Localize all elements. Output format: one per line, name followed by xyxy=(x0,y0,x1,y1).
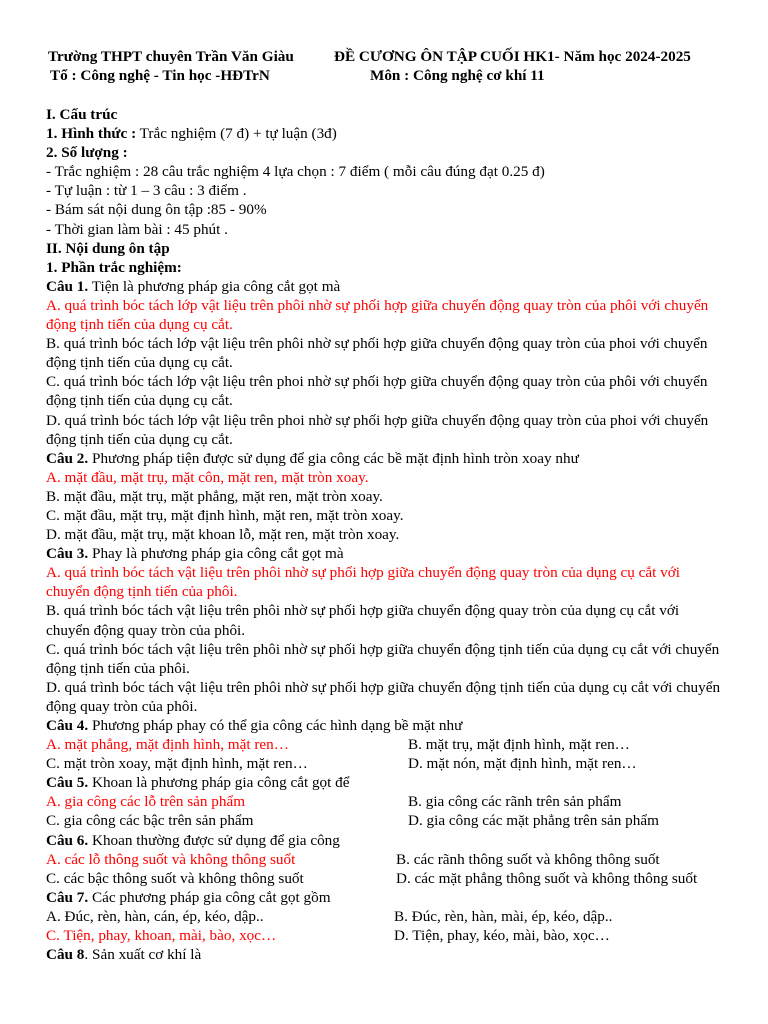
form-line xyxy=(46,124,726,143)
structure-item: - Tự luận : từ 1 – 3 câu : 3 điểm . xyxy=(46,182,247,200)
option: D. mặt nón, mặt định hình, mặt ren… xyxy=(408,755,637,773)
question-5 xyxy=(46,773,726,792)
question-label: Câu 2. xyxy=(46,449,89,467)
option: C. quá trình bóc tách lớp vật liệu trên phoi nhờ sự phối hợp giữa chuyển động quay tròn của phôi với chuyển động tịnh tiến của dụng cụ cắt. xyxy=(46,373,708,410)
question-7 xyxy=(46,888,726,907)
question-1 xyxy=(46,277,726,296)
option: B. quá trình bóc tách lớp vật liệu trên phôi nhờ sự phối hợp giữa chuyển động quay tròn của phoi với chuyển động tịnh tiến của dụng cụ cắt. xyxy=(46,335,708,372)
question-label: Câu 1. xyxy=(46,277,89,295)
structure-item: - Trắc nghiệm : 28 câu trắc nghiệm 4 lựa chọn : 7 điểm ( mỗi câu đúng đạt 0.25 đ) xyxy=(46,163,545,181)
option-row xyxy=(46,869,726,888)
question-label: Câu 8 xyxy=(46,946,85,964)
option-correct: A. quá trình bóc tách lớp vật liệu trên phôi nhờ sự phối hợp giữa chuyển động quay tròn của phôi với chuyển động tịnh tiến của dụng cụ cắt. xyxy=(46,296,709,334)
option: C. mặt đầu, mặt trụ, mặt định hình, mặt ren, mặt tròn xoay. xyxy=(46,506,404,524)
option: C. quá trình bóc tách vật liệu trên phôi nhờ sự phối hợp giữa chuyển động tịnh tiến của dụng cụ cắt với chuyển động tịnh tiến của phôi. xyxy=(46,640,720,677)
question-text: Khoan thường được sử dụng để gia công xyxy=(88,831,340,849)
option-correct: A. mặt phẳng, mặt định hình, mặt ren… xyxy=(46,736,289,754)
form-label: 1. Hình thức : xyxy=(46,125,137,143)
option-correct: C. Tiện, phay, khoan, mài, bào, xọc… xyxy=(46,927,277,945)
quantity-label: 2. Số lượng : xyxy=(46,144,128,162)
question-3 xyxy=(46,544,726,563)
department-name: Tổ : Công nghệ - Tin học -HĐTrN xyxy=(50,67,270,84)
option-correct: A. các lỗ thông suốt và không thông suốt xyxy=(46,850,296,868)
option: C. các bậc thông suốt và không thông suốt xyxy=(46,869,304,887)
question-label: Câu 5. xyxy=(46,774,89,792)
option: D. gia công các mặt phẳng trên sản phẩm xyxy=(408,812,659,830)
option: D. mặt đầu, mặt trụ, mặt khoan lỗ, mặt ren, mặt tròn xoay. xyxy=(46,526,400,544)
structure-heading: I. Cấu trúc xyxy=(46,106,118,123)
option-row xyxy=(46,792,726,811)
option-row xyxy=(46,735,726,754)
question-label: Câu 4. xyxy=(46,717,89,734)
option-row xyxy=(46,754,726,773)
option: C. mặt tròn xoay, mặt định hình, mặt ren… xyxy=(46,755,308,773)
option-correct: A. quá trình bóc tách vật liệu trên phôi nhờ sự phối hợp giữa chuyển động quay tròn của dụng cụ cắt với chuyển động tịnh tiến của phôi. xyxy=(46,564,680,601)
option: B. mặt đầu, mặt trụ, mặt phẳng, mặt ren, mặt tròn xoay. xyxy=(46,487,383,505)
part1-heading: 1. Phần trắc nghiệm: xyxy=(46,258,182,276)
option: A. Đúc, rèn, hàn, cán, ép, kéo, dập.. xyxy=(46,907,264,925)
option: B. quá trình bóc tách vật liệu trên phôi nhờ sự phối hợp giữa chuyển động quay tròn của dụng cụ cắt với chuyển động quay tròn của phôi. xyxy=(46,602,680,639)
option-row xyxy=(46,926,726,945)
document-body xyxy=(46,105,726,964)
question-6 xyxy=(46,831,726,850)
question-8 xyxy=(46,945,726,964)
document-title: ĐỀ CƯƠNG ÔN TẬP CUỐI HK1- Năm học 2024-2025 xyxy=(334,48,691,65)
option: D. quá trình bóc tách vật liệu trên phôi nhờ sự phối hợp giữa chuyển động tịnh tiến của dụng cụ cắt với chuyển động quay tròn của phôi. xyxy=(46,678,721,715)
question-text: Phay là phương pháp gia công cắt gọt mà xyxy=(88,545,344,563)
question-text: Phương pháp phay có thể gia công các hình dạng bề mặt như xyxy=(88,717,463,734)
question-text: Phương pháp tiện được sử dụng để gia công các bề mặt định hình tròn xoay như xyxy=(88,449,579,467)
option: D. quá trình bóc tách lớp vật liệu trên phoi nhờ sự phối hợp giữa chuyển động quay tròn của phoi với chuyển động tịnh tiến của dụng cụ cắt. xyxy=(46,411,709,448)
question-label: Câu 6. xyxy=(46,831,89,849)
content-heading: II. Nội dung ôn tập xyxy=(46,239,170,257)
question-4 xyxy=(46,716,726,735)
option-correct: A. gia công các lỗ trên sản phẩm xyxy=(46,793,246,811)
question-text: . Sản xuất cơ khí là xyxy=(84,946,202,964)
option: D. Tiện, phay, kéo, mài, bào, xọc… xyxy=(394,927,610,945)
option-row xyxy=(46,811,726,830)
option-correct: A. mặt đầu, mặt trụ, mặt côn, mặt ren, mặt tròn xoay. xyxy=(46,468,369,486)
option: C. gia công các bậc trên sản phẩm xyxy=(46,812,254,830)
option-row xyxy=(46,850,726,869)
option: B. mặt trụ, mặt định hình, mặt ren… xyxy=(408,736,630,754)
question-label: Câu 7. xyxy=(46,888,89,906)
form-text: Trắc nghiệm (7 đ) + tự luận (3đ) xyxy=(136,125,337,143)
option: B. gia công các rãnh trên sản phẩm xyxy=(408,793,622,811)
structure-item: - Thời gian làm bài : 45 phút . xyxy=(46,220,228,238)
question-text: Các phương pháp gia công cắt gọt gồm xyxy=(88,888,331,906)
structure-item: - Bám sát nội dung ôn tập :85 - 90% xyxy=(46,201,267,219)
subject-name: Môn : Công nghệ cơ khí 11 xyxy=(370,67,545,84)
option: D. các mặt phẳng thông suốt và không thông suốt xyxy=(396,869,698,887)
question-text: Khoan là phương pháp gia công cắt gọt để xyxy=(88,774,350,792)
school-name: Trường THPT chuyên Trần Văn Giàu xyxy=(48,48,294,65)
question-text: Tiện là phương pháp gia công cắt gọt mà xyxy=(88,277,341,295)
question-label: Câu 3. xyxy=(46,545,89,563)
option: B. Đúc, rèn, hàn, mài, ép, kéo, dập.. xyxy=(394,907,613,925)
option: B. các rãnh thông suốt và không thông suốt xyxy=(396,850,660,868)
option-row xyxy=(46,907,726,926)
question-2 xyxy=(46,449,726,468)
